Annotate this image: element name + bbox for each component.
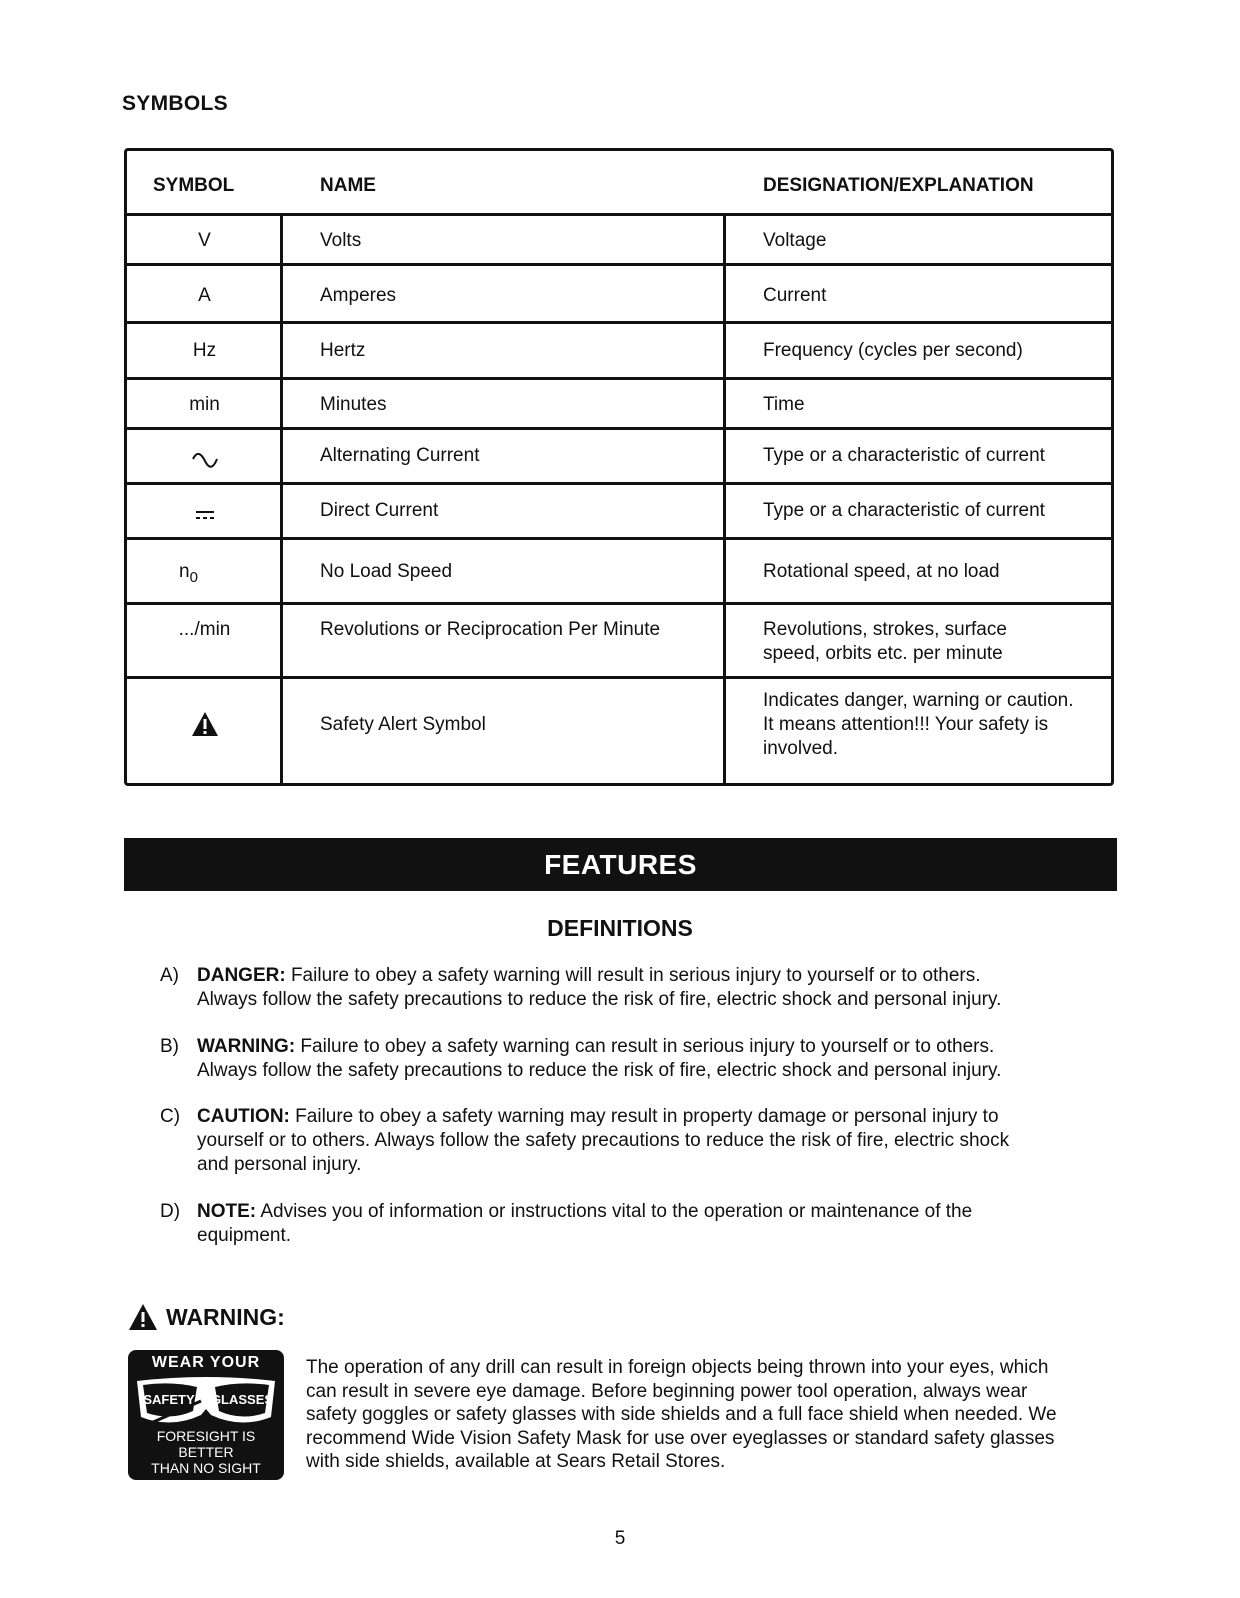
warning-heading (128, 1303, 285, 1331)
table-divider (127, 377, 1111, 380)
warning-line: The operation of any drill can result in foreign objects being thrown into your eyes, which (306, 1357, 1049, 1378)
explanation-cell: Type or a characteristic of current (763, 445, 1045, 466)
table-divider (127, 321, 1111, 324)
table-divider (127, 482, 1111, 485)
explanation-line: It means attention!!! Your safety is (763, 714, 1049, 735)
symbols-heading: SYMBOLS (122, 92, 228, 115)
symbol-cell: A (198, 285, 211, 306)
warning-label: WARNING: (166, 1303, 285, 1330)
explanation-cell (763, 689, 1108, 761)
no-load-speed-symbol (179, 560, 198, 590)
warning-line: with side shields, available at Sears Retail Stores. (306, 1451, 726, 1472)
symbol-cell: V (198, 230, 211, 251)
warning-line: safety goggles or safety glasses with side shields and a full face shield when needed. We (306, 1404, 1057, 1425)
direct-current-icon (127, 501, 282, 525)
badge-bottom-line: THAN NO SIGHT (151, 1460, 261, 1476)
name-cell: No Load Speed (320, 561, 453, 582)
definition-text: Failure to obey a safety warning will result in serious injury to yourself or to others. (285, 965, 981, 986)
name-cell: Alternating Current (320, 445, 480, 466)
definition-text: yourself or to others. Always follow the safety precautions to reduce the risk of fire, electric shock (197, 1130, 1010, 1151)
header-symbol: SYMBOL (153, 175, 235, 196)
badge-bottom-line: FORESIGHT IS BETTER (156, 1428, 256, 1460)
table-divider (127, 213, 1111, 216)
warning-line: can result in severe eye damage. Before beginning power tool operation, always wear (306, 1380, 1028, 1402)
definition-text: Advises you of information or instructions vital to the operation or maintenance of the (256, 1201, 973, 1222)
name-cell: Revolutions or Reciprocation Per Minute (320, 619, 661, 640)
name-cell: Hertz (320, 340, 366, 361)
symbol-subscript: 0 (189, 568, 198, 586)
definition-term: NOTE: (197, 1201, 257, 1222)
explanation-line: Indicates danger, warning or caution. (763, 690, 1074, 711)
definition-letter: C) (160, 1106, 181, 1127)
name-cell: Minutes (320, 394, 387, 415)
definition-text: Always follow the safety precautions to reduce the risk of fire, electric shock and personal injury. (197, 1060, 1002, 1081)
explanation-line: Revolutions, strokes, surface (763, 619, 1007, 640)
symbol-cell: min (189, 394, 220, 415)
explanation-cell (763, 618, 1108, 666)
definition-text: Failure to obey a safety warning may result in property damage or personal injury to (289, 1106, 999, 1127)
name-cell: Direct Current (320, 500, 439, 521)
definition-term: WARNING: (197, 1036, 296, 1057)
definitions-title: DEFINITIONS (547, 915, 693, 941)
definition-term: CAUTION: (197, 1106, 290, 1127)
table-divider (127, 602, 1111, 605)
safety-glasses-badge (128, 1350, 284, 1480)
page-number: 5 (614, 1528, 626, 1549)
explanation-cell: Frequency (cycles per second) (763, 340, 1023, 361)
definition-text: and personal injury. (197, 1154, 362, 1175)
definition-text: Failure to obey a safety warning can result in serious injury to yourself or to others. (295, 1036, 995, 1057)
explanation-cell: Type or a characteristic of current (763, 500, 1045, 521)
safety-alert-icon (127, 711, 282, 744)
table-divider (723, 213, 726, 783)
alternating-current-icon (127, 447, 282, 471)
symbol-cell: Hz (192, 340, 217, 361)
symbols-table (124, 148, 1114, 786)
table-divider (127, 537, 1111, 540)
explanation-cell: Rotational speed, at no load (763, 561, 1000, 582)
warning-line: recommend Wide Vision Safety Mask for use over eyeglasses or standard safety glasses (306, 1427, 1055, 1449)
definition-warning (160, 1035, 1100, 1083)
table-divider (127, 427, 1111, 430)
table-divider (127, 263, 1111, 266)
safety-alert-icon (128, 1303, 158, 1331)
definition-danger (160, 964, 1100, 1012)
features-banner: FEATURES (124, 838, 1117, 891)
explanation-line: involved. (763, 738, 838, 759)
explanation-cell: Voltage (763, 230, 827, 251)
explanation-cell: Time (763, 394, 805, 415)
definition-letter: A) (160, 965, 179, 986)
explanation-cell: Current (763, 285, 827, 306)
badge-glasses-word: GLASSES (210, 1392, 274, 1407)
header-name: NAME (320, 175, 376, 196)
badge-top-text: WEAR YOUR (151, 1354, 261, 1371)
symbol-main: n (179, 561, 190, 582)
badge-safety-word: SAFETY (143, 1392, 195, 1407)
definition-text: Always follow the safety precautions to reduce the risk of fire, electric shock and personal injury. (197, 989, 1002, 1010)
badge-bottom-text (128, 1428, 284, 1476)
symbol-cell: .../min (178, 619, 231, 640)
definition-letter: B) (160, 1036, 179, 1057)
header-explanation: DESIGNATION/EXPLANATION (763, 175, 1034, 196)
definition-term: DANGER: (197, 965, 286, 986)
name-cell: Volts (320, 230, 362, 251)
name-cell: Safety Alert Symbol (320, 714, 486, 735)
explanation-line: speed, orbits etc. per minute (763, 643, 1003, 664)
definition-caution (160, 1105, 1100, 1177)
warning-text (306, 1356, 1106, 1474)
definition-letter: D) (160, 1201, 181, 1222)
definition-note (160, 1200, 1100, 1248)
definition-text: equipment. (197, 1225, 292, 1246)
table-divider (127, 676, 1111, 679)
name-cell: Amperes (320, 285, 397, 306)
goggles-icon (131, 1373, 281, 1435)
